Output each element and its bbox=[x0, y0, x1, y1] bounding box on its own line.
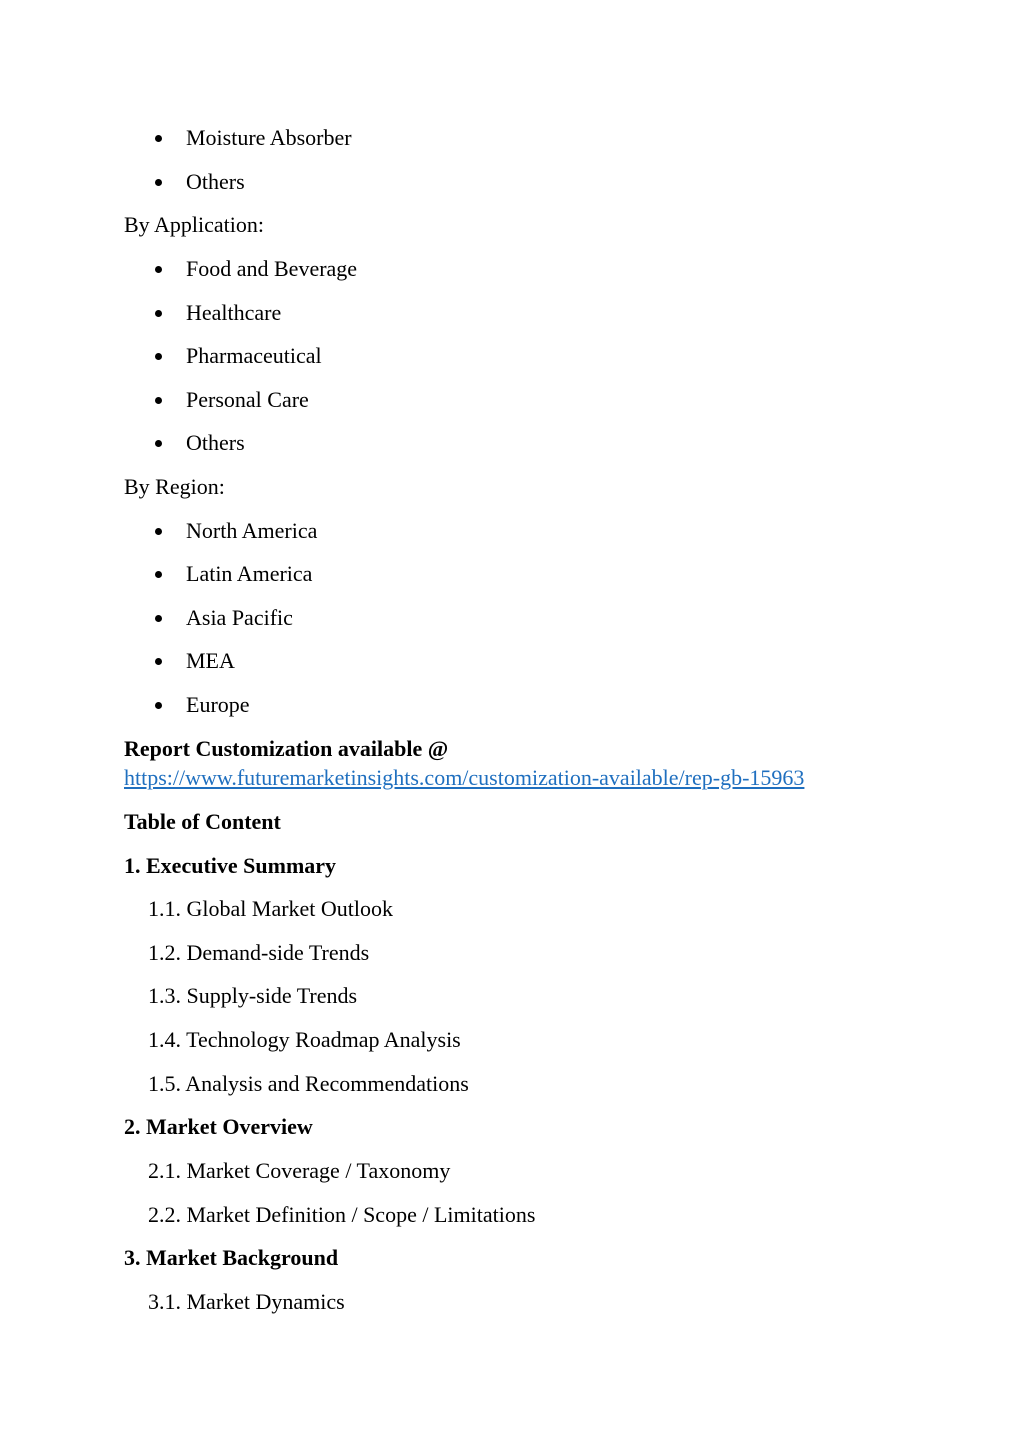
list-item-label: Personal Care bbox=[186, 387, 309, 412]
toc-title: Table of Content bbox=[124, 809, 281, 834]
list-item-label: Others bbox=[186, 430, 245, 455]
toc-item: 2.2. Market Definition / Scope / Limitations bbox=[148, 1202, 536, 1227]
toc-item: 1.2. Demand-side Trends bbox=[148, 940, 370, 965]
toc-item: 1.5. Analysis and Recommendations bbox=[148, 1071, 469, 1096]
customization-link[interactable]: https://www.futuremarketinsights.com/customization-available/rep-gb-15963 bbox=[124, 765, 805, 790]
customization-link-wrapper bbox=[124, 765, 804, 791]
bullet-icon bbox=[155, 179, 162, 186]
bullet-icon bbox=[155, 658, 162, 665]
list-item-label: Food and Beverage bbox=[186, 256, 358, 281]
list-item-label: Latin America bbox=[186, 561, 313, 586]
bullet-icon bbox=[155, 528, 162, 535]
bullet-icon bbox=[155, 440, 162, 447]
toc-item: 1.4. Technology Roadmap Analysis bbox=[148, 1027, 461, 1052]
bullet-icon bbox=[155, 266, 162, 273]
toc-section-title: 2. Market Overview bbox=[124, 1114, 313, 1139]
list-item-label: Healthcare bbox=[186, 300, 282, 325]
list-item-label: Asia Pacific bbox=[186, 605, 293, 630]
bullet-icon bbox=[155, 571, 162, 578]
list-item-label: Others bbox=[186, 169, 245, 194]
toc-item: 3.1. Market Dynamics bbox=[148, 1289, 345, 1314]
list-item-label: Europe bbox=[186, 692, 250, 717]
toc-item: 1.3. Supply-side Trends bbox=[148, 983, 358, 1008]
bullet-icon bbox=[155, 353, 162, 360]
toc-item: 1.1. Global Market Outlook bbox=[148, 896, 394, 921]
bullet-icon bbox=[155, 615, 162, 622]
by-region-label: By Region: bbox=[124, 474, 225, 499]
list-item-label: Moisture Absorber bbox=[186, 125, 352, 150]
bullet-icon bbox=[155, 397, 162, 404]
toc-item: 2.1. Market Coverage / Taxonomy bbox=[148, 1158, 451, 1183]
toc-section-title: 3. Market Background bbox=[124, 1245, 339, 1270]
customization-label: Report Customization available @ bbox=[124, 736, 449, 761]
bullet-icon bbox=[155, 310, 162, 317]
list-item-label: MEA bbox=[186, 648, 235, 673]
toc-section-title: 1. Executive Summary bbox=[124, 853, 337, 878]
bullet-icon bbox=[155, 135, 162, 142]
list-item-label: North America bbox=[186, 518, 318, 543]
list-item-label: Pharmaceutical bbox=[186, 343, 322, 368]
by-application-label: By Application: bbox=[124, 212, 264, 237]
bullet-icon bbox=[155, 702, 162, 709]
